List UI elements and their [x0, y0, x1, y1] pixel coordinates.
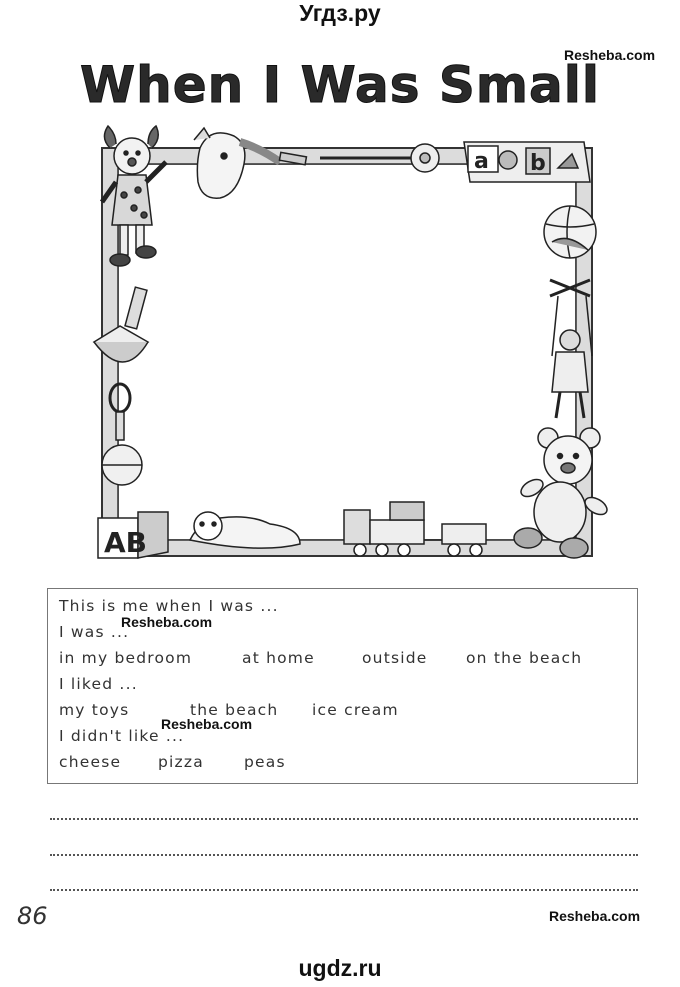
- picture-books-icon: [464, 142, 590, 182]
- page-title: When I Was Small: [79, 56, 601, 114]
- word-dislike: pizza: [158, 753, 204, 771]
- alphabet-block-icon: [98, 512, 168, 559]
- prompt-line-1: This is me when I was ...: [59, 597, 279, 615]
- block-letter-a: a: [474, 149, 489, 174]
- word-box: [47, 588, 638, 784]
- writing-line[interactable]: [50, 818, 638, 820]
- word-like: the beach: [190, 701, 279, 719]
- word-place: on the beach: [466, 649, 583, 667]
- page-number: 86: [17, 902, 48, 930]
- word-like: ice cream: [312, 701, 399, 719]
- frame-border: [102, 148, 592, 556]
- site-header: Угдз.ру: [299, 0, 381, 26]
- word-place: outside: [362, 649, 428, 667]
- writing-line[interactable]: [50, 854, 638, 856]
- watermark-box-2: Resheba.com: [161, 716, 253, 732]
- ball-icon: [544, 206, 596, 258]
- prompt-line-2: I was ...: [59, 623, 130, 641]
- word-dislike: peas: [244, 753, 286, 771]
- prompt-line-6: I didn't like ...: [59, 727, 185, 745]
- block-letter-b: b: [530, 151, 546, 176]
- word-place: at home: [242, 649, 315, 667]
- word-dislike: cheese: [59, 753, 122, 771]
- watermark-box-1: Resheba.com: [121, 614, 213, 630]
- toy-frame-illustration: [90, 120, 610, 570]
- site-footer: ugdz.ru: [298, 955, 382, 981]
- watermark-top: Resheba.com: [564, 47, 656, 63]
- writing-line[interactable]: [50, 889, 638, 891]
- watermark-bottom: Resheba.com: [549, 908, 641, 924]
- block-letters: AB: [104, 526, 148, 559]
- prompt-line-4: I liked ...: [59, 675, 138, 693]
- word-place: in my bedroom: [59, 649, 193, 667]
- word-like: my toys: [59, 701, 130, 719]
